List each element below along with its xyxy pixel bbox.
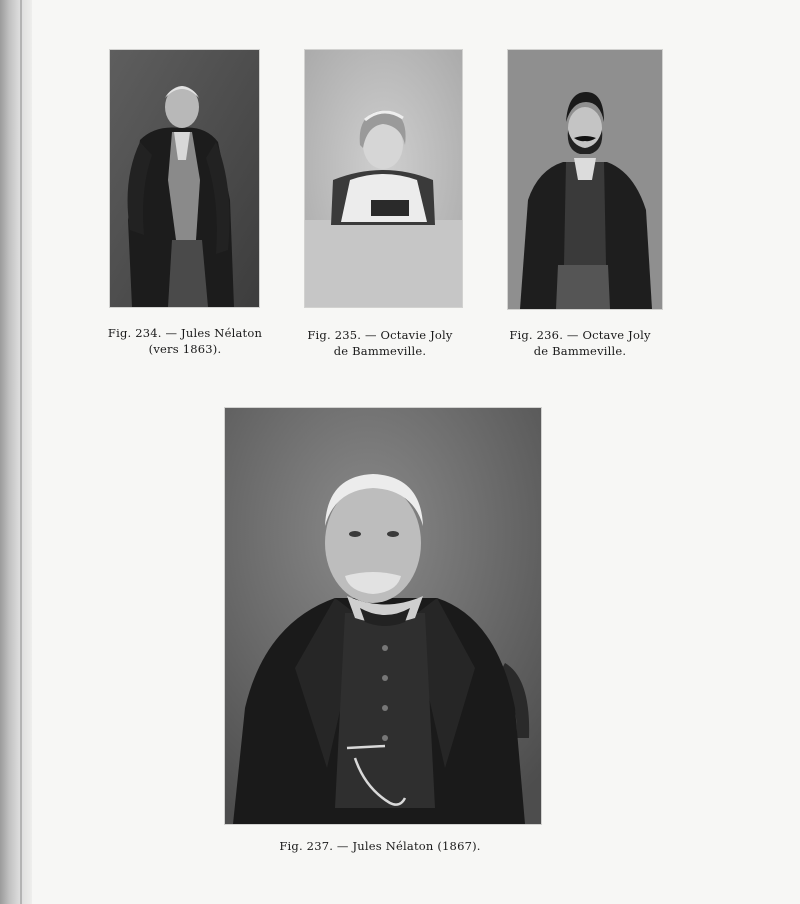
photo-fig-234 [110,50,259,307]
caption-fig-236-line1: Fig. 236. — Octave Joly [509,328,651,342]
photo-fig-235 [305,50,462,307]
caption-fig-234 [95,325,275,357]
caption-fig-234-line1: Fig. 234. — Jules Nélaton [107,326,263,340]
caption-fig-234-line2: (vers 1863). [148,342,222,356]
caption-fig-236-line2: de Bammeville. [533,344,627,358]
caption-fig-236 [490,327,670,359]
caption-fig-237-line1: Fig. 237. — Jules Nélaton (1867). [279,839,481,853]
photo-fig-237 [225,408,541,824]
photo-fig-236 [508,50,662,309]
caption-fig-235-line2: de Bammeville. [333,344,427,358]
caption-fig-237 [260,838,500,854]
caption-fig-235-line1: Fig. 235. — Octavie Joly [307,328,453,342]
page-gutter-shadow [0,0,32,904]
page-binding-edge [20,0,22,904]
caption-fig-235 [290,327,470,359]
